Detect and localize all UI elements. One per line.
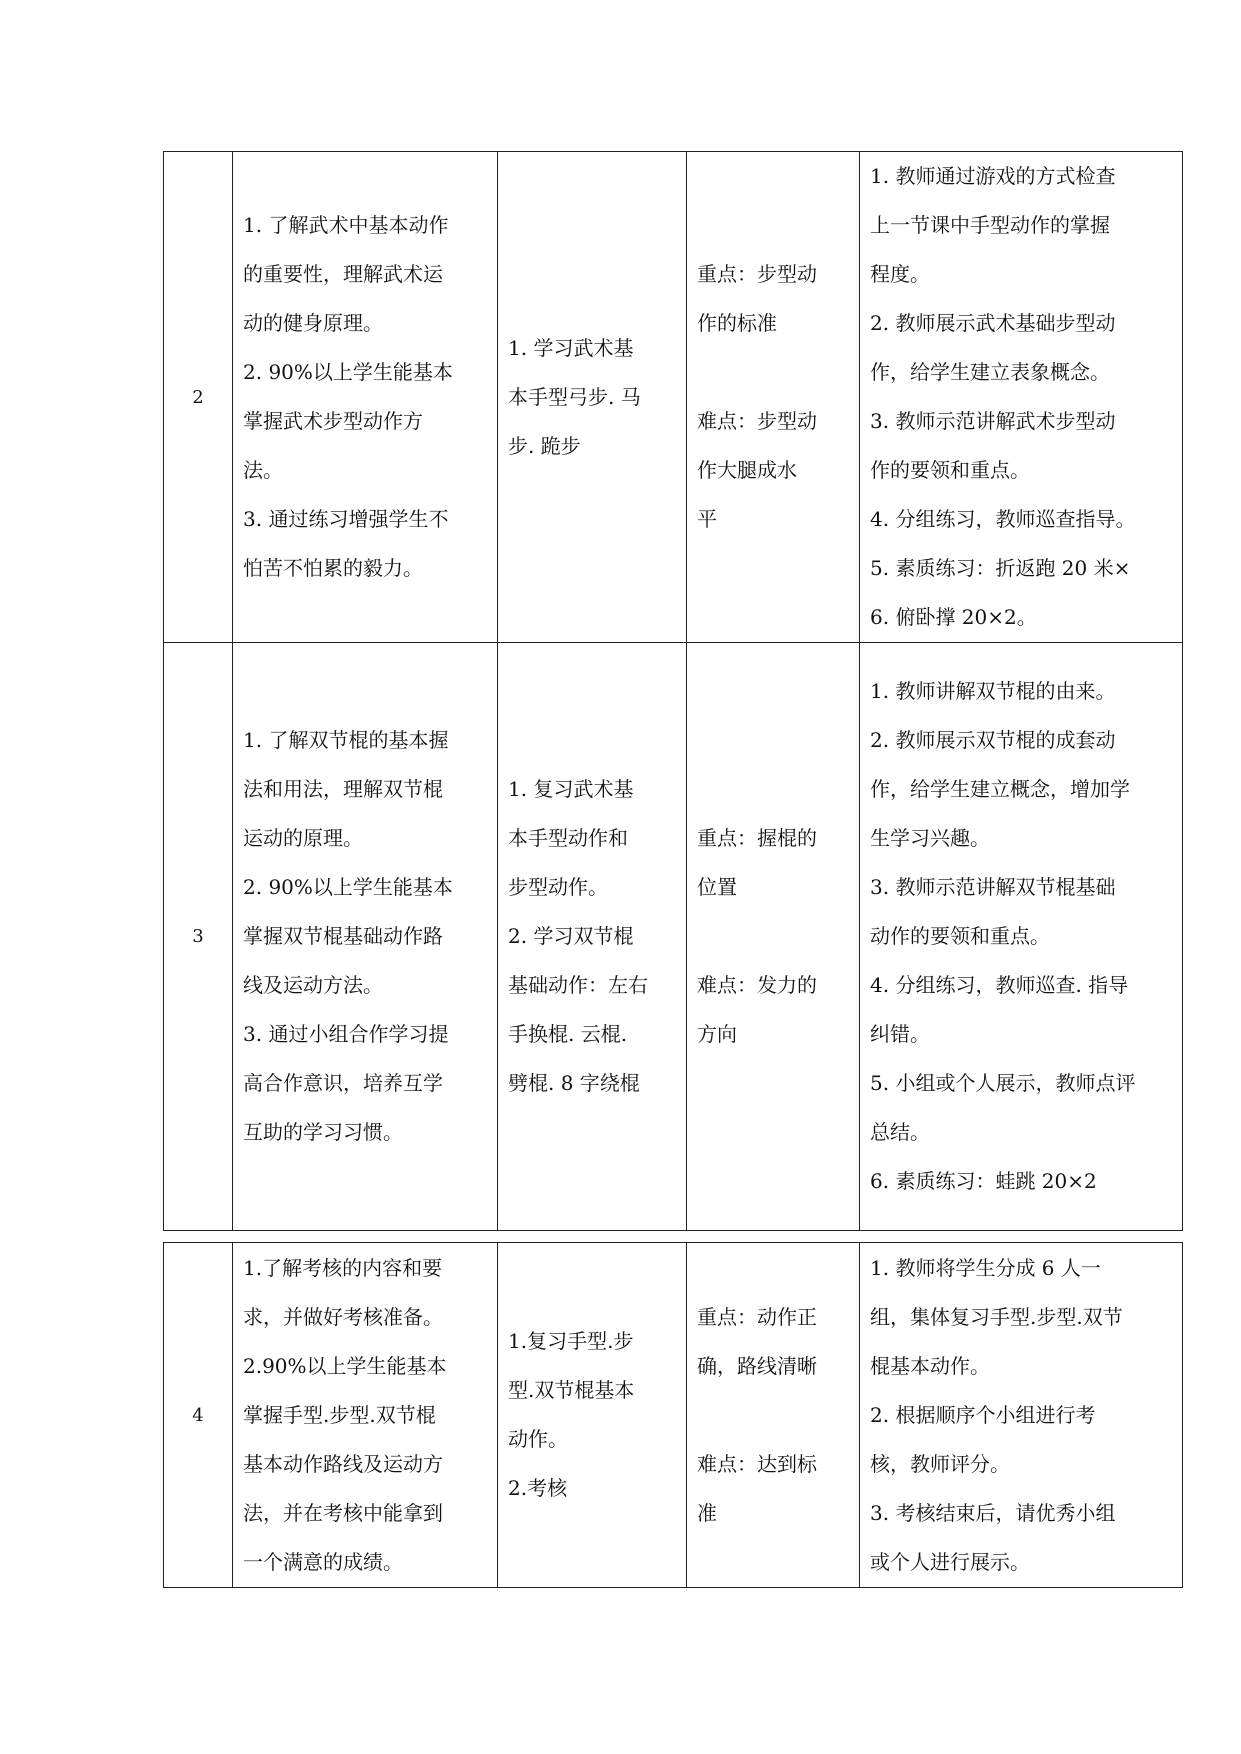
lesson-number: 4 bbox=[164, 1243, 233, 1588]
text-line: 难点：发力的 bbox=[697, 973, 817, 997]
lesson-number: 2 bbox=[164, 152, 233, 643]
difficulties-cell bbox=[697, 961, 849, 1059]
text-line: 作大腿成水 bbox=[697, 458, 797, 482]
text-line: 1. 学习武术基 bbox=[508, 335, 634, 360]
text-line: 重点：步型动 bbox=[697, 262, 817, 286]
text-line: 组，集体复习手型.步型.双节 bbox=[870, 1304, 1123, 1329]
text-line: 重点：握棍的 bbox=[697, 826, 817, 850]
text-line: 难点：步型动 bbox=[697, 409, 817, 433]
text-line: 基础动作：左右 bbox=[508, 973, 648, 997]
lesson-plan-table-top bbox=[163, 151, 1183, 1231]
text-line: 动作的要领和重点。 bbox=[870, 924, 1050, 948]
text-line: 3. 教师示范讲解双节棍基础 bbox=[870, 875, 1116, 899]
text-line: 作，给学生建立表象概念。 bbox=[870, 360, 1110, 384]
text-line: 2. 教师展示双节棍的成套动 bbox=[870, 728, 1116, 752]
content-cell bbox=[508, 1317, 676, 1513]
text-line: 程度。 bbox=[870, 262, 930, 286]
text-line: 本手型动作和 bbox=[508, 826, 628, 850]
text-line: 掌握双节棍基础动作路 bbox=[243, 924, 443, 948]
text-line: 作的标准 bbox=[697, 311, 777, 335]
text-line: 4. 分组练习，教师巡查. 指导 bbox=[870, 973, 1129, 997]
text-line: 1.复习手型.步 bbox=[508, 1329, 634, 1353]
text-line: 线及运动方法。 bbox=[243, 973, 383, 997]
text-line: 互助的学习习惯。 bbox=[243, 1120, 403, 1144]
text-line: 动作。 bbox=[508, 1427, 568, 1451]
text-line: 步. 跪步 bbox=[508, 433, 581, 458]
text-line: 核，教师评分。 bbox=[870, 1451, 1010, 1476]
text-line: 5. 素质练习：折返跑 20 米× bbox=[870, 556, 1131, 580]
text-line: 2. 90%以上学生能基本 bbox=[243, 875, 453, 899]
text-line: 6. 素质练习：蛙跳 20×2 bbox=[870, 1169, 1097, 1193]
text-line: 劈棍. 8 字绕棍 bbox=[508, 1071, 640, 1095]
text-line: 基本动作路线及运动方 bbox=[243, 1451, 443, 1476]
lesson-number: 3 bbox=[164, 643, 233, 1231]
lesson-plan-table-bottom bbox=[163, 1242, 1183, 1588]
text-line: 2. 学习双节棍 bbox=[508, 924, 634, 948]
text-line: 2.考核 bbox=[508, 1476, 568, 1500]
process-cell bbox=[870, 667, 1172, 1206]
text-line: 1. 教师通过游戏的方式检查 bbox=[870, 164, 1116, 188]
text-line: 高合作意识，培养互学 bbox=[243, 1071, 443, 1095]
text-line: 手换棍. 云棍. bbox=[508, 1022, 628, 1046]
table-row bbox=[164, 1243, 1183, 1588]
key-points-cell bbox=[697, 814, 849, 912]
text-line: 位置 bbox=[697, 875, 737, 899]
text-line: 平 bbox=[697, 507, 717, 531]
text-line: 法，并在考核中能拿到 bbox=[243, 1500, 443, 1525]
content-cell bbox=[508, 765, 676, 1108]
text-line: 2. 根据顺序个小组进行考 bbox=[870, 1402, 1096, 1427]
text-line: 重点：动作正 bbox=[697, 1304, 817, 1329]
text-line: 作的要领和重点。 bbox=[870, 458, 1030, 482]
text-line: 生学习兴趣。 bbox=[870, 826, 990, 850]
objectives-cell bbox=[243, 716, 487, 1157]
text-line: 1. 教师将学生分成 6 人一 bbox=[870, 1255, 1101, 1280]
difficulties-cell bbox=[697, 397, 849, 544]
text-line: 2.90%以上学生能基本 bbox=[243, 1353, 447, 1378]
text-line: 6. 俯卧撑 20×2。 bbox=[870, 605, 1037, 629]
text-line: 总结。 bbox=[870, 1120, 930, 1144]
text-line: 型.双节棍基本 bbox=[508, 1378, 635, 1402]
text-line: 掌握手型.步型.双节棍 bbox=[243, 1402, 436, 1427]
process-cell bbox=[870, 1244, 1172, 1587]
text-line: 1. 了解双节棍的基本握 bbox=[243, 728, 449, 752]
text-line: 2. 教师展示武术基础步型动 bbox=[870, 311, 1116, 335]
process-cell bbox=[870, 152, 1172, 642]
objectives-cell bbox=[243, 201, 487, 593]
text-line: 4. 分组练习，教师巡查指导。 bbox=[870, 507, 1136, 531]
text-line: 或个人进行展示。 bbox=[870, 1549, 1030, 1574]
text-line: 1.了解考核的内容和要 bbox=[243, 1255, 443, 1280]
text-line: 本手型弓步. 马 bbox=[508, 384, 641, 409]
text-line: 一个满意的成绩。 bbox=[243, 1549, 403, 1574]
text-line: 运动的原理。 bbox=[243, 826, 363, 850]
text-line: 动的健身原理。 bbox=[243, 311, 383, 335]
text-line: 1. 了解武术中基本动作 bbox=[243, 213, 449, 237]
text-line: 1. 复习武术基 bbox=[508, 777, 634, 801]
text-line: 方向 bbox=[697, 1022, 737, 1046]
text-line: 确，路线清晰 bbox=[697, 1353, 817, 1378]
text-line: 5. 小组或个人展示，教师点评 bbox=[870, 1071, 1136, 1095]
text-line: 的重要性，理解武术运 bbox=[243, 262, 443, 286]
key-points-cell bbox=[697, 250, 849, 348]
text-line: 掌握武术步型动作方 bbox=[243, 409, 423, 433]
text-line: 1. 教师讲解双节棍的由来。 bbox=[870, 679, 1116, 703]
text-line: 3. 通过小组合作学习提 bbox=[243, 1022, 449, 1046]
text-line: 上一节课中手型动作的掌握 bbox=[870, 213, 1110, 237]
text-line: 棍基本动作。 bbox=[870, 1353, 990, 1378]
objectives-cell bbox=[243, 1244, 487, 1587]
text-line: 3. 通过练习增强学生不 bbox=[243, 507, 449, 531]
text-line: 法。 bbox=[243, 458, 283, 482]
text-line: 求，并做好考核准备。 bbox=[243, 1304, 443, 1329]
text-line: 作，给学生建立概念，增加学 bbox=[870, 777, 1130, 801]
text-line: 3. 教师示范讲解武术步型动 bbox=[870, 409, 1116, 433]
text-line: 难点：达到标 bbox=[697, 1451, 817, 1476]
content-cell bbox=[508, 324, 676, 471]
text-line: 怕苦不怕累的毅力。 bbox=[243, 556, 423, 580]
table-row bbox=[164, 643, 1183, 1231]
text-line: 法和用法，理解双节棍 bbox=[243, 777, 443, 801]
table-row bbox=[164, 152, 1183, 643]
text-line: 2. 90%以上学生能基本 bbox=[243, 360, 453, 384]
difficulties-cell bbox=[697, 1440, 849, 1538]
text-line: 准 bbox=[697, 1500, 717, 1525]
key-points-cell bbox=[697, 1293, 849, 1391]
text-line: 步型动作。 bbox=[508, 875, 608, 899]
text-line: 3. 考核结束后，请优秀小组 bbox=[870, 1500, 1116, 1525]
text-line: 纠错。 bbox=[870, 1022, 930, 1046]
